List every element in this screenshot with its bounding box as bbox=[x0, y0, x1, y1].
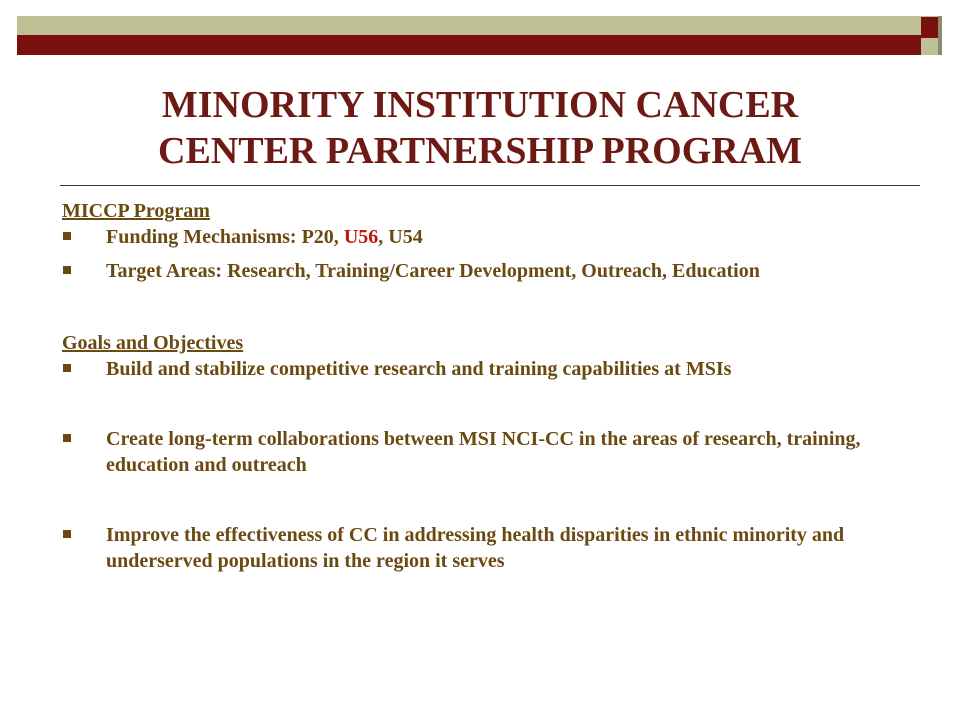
target-areas-text: Target Areas: Research, Training/Career Development, Outreach, Education bbox=[106, 260, 760, 282]
miccp-list bbox=[62, 224, 922, 284]
goals-list bbox=[62, 356, 922, 574]
funding-suffix: , U54 bbox=[378, 226, 423, 248]
square-bullet-icon bbox=[63, 434, 71, 442]
goal-1-text: Build and stabilize competitive research and training capabilities at MSIs bbox=[106, 358, 732, 380]
funding-highlight: U56 bbox=[343, 226, 379, 248]
title-divider bbox=[60, 185, 920, 186]
list-item-target-areas bbox=[62, 258, 922, 284]
list-item-goal-1 bbox=[62, 356, 922, 382]
section-heading-goals: Goals and Objectives bbox=[62, 332, 244, 354]
goal-2-text: Create long-term collaborations between MSI NCI-CC in the areas of research, training, education and outreach bbox=[106, 428, 861, 476]
header-band-light bbox=[17, 16, 938, 35]
goal-3-text: Improve the effectiveness of CC in addressing health disparities in ethnic minority and underserved populations in the region it serves bbox=[106, 524, 845, 572]
section-heading-miccp: MICCP Program bbox=[62, 200, 210, 222]
header-band-dark bbox=[17, 35, 921, 55]
list-item-funding bbox=[62, 224, 922, 250]
square-bullet-icon bbox=[63, 266, 71, 274]
square-bullet-icon bbox=[63, 364, 71, 372]
slide-body bbox=[62, 198, 922, 574]
slide-title bbox=[90, 82, 870, 174]
list-item-goal-3 bbox=[62, 522, 922, 574]
slide-title-line2: CENTER PARTNERSHIP PROGRAM bbox=[158, 130, 802, 172]
header-band-edge bbox=[938, 16, 942, 55]
square-bullet-icon bbox=[63, 530, 71, 538]
header-band-right bbox=[921, 38, 938, 55]
slide-title-line1: MINORITY INSTITUTION CANCER bbox=[161, 84, 799, 126]
header-corner-square bbox=[921, 17, 938, 38]
square-bullet-icon bbox=[63, 232, 71, 240]
funding-prefix: Funding Mechanisms: P20, bbox=[106, 226, 344, 248]
list-item-goal-2 bbox=[62, 426, 922, 478]
